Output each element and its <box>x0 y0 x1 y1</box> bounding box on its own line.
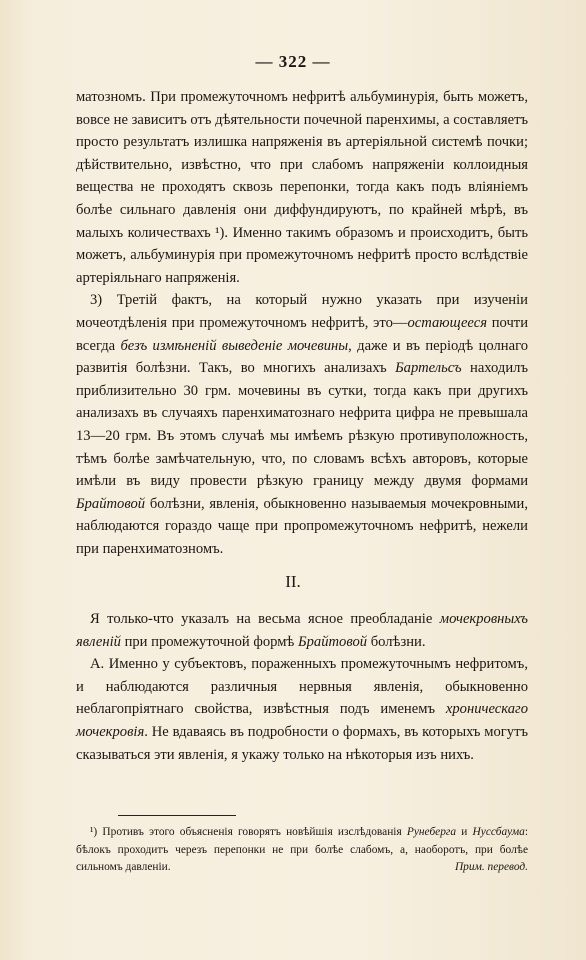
text-run: 3) Третій фактъ, на который нужно указать при изученіи мочеотдѣленія при промежуточномъ нефритѣ, это— <box>76 292 528 331</box>
text-run: болѣзни, явленія, обыкновенно называемыя мочекровными, наблюдаются гораздо чаще при пропромежуточномъ нефритѣ, нежели при паренхиматозномъ. <box>76 495 528 557</box>
italic-run: безъ измѣненій выведеніе <box>120 337 283 354</box>
italic-run: остающееся <box>407 314 487 331</box>
section-heading: II. <box>285 572 301 591</box>
body-text-section <box>76 608 528 766</box>
footnote-divider <box>118 815 236 816</box>
text-run: и <box>456 826 473 838</box>
italic-run: Нуссбаума <box>472 826 525 838</box>
footnote <box>76 824 528 877</box>
text-run: Я только-что указалъ на весьма ясное преобладаніе <box>90 611 440 627</box>
italic-run: Рунеберга <box>406 826 457 838</box>
text-run: болѣзни. <box>367 633 426 650</box>
paragraph-continuation: матозномъ. При промежуточномъ нефритѣ альбуминурія, быть можетъ, вовсе не зависитъ отъ дѣятельности почечной паренхимы, а составляетъ просто результатъ излишка напряженія въ артеріяльной системѣ почки; дѣйствительно, извѣстно, что при слабомъ напряженіи коллоидныя вещества не проходятъ сквозь перепонки, тогда какъ подъ вліяніемъ болѣе сильнаго давленія они диффундируютъ, по крайней мѣрѣ, въ малыхъ количествахъ ¹). Именно такимъ образомъ и происходитъ, быть можетъ, альбуминурія при промежуточномъ нефритѣ просто вслѣдствіе артеріяльнаго напряженія. <box>76 89 528 286</box>
text-run: , даже и въ періодѣ цолнаго развитія болѣзни. Такъ, во многихъ анализахъ <box>76 337 528 377</box>
paragraph-section-1 <box>76 608 528 653</box>
italic-run: мочекровныхъ явленій <box>76 611 528 650</box>
text-run: ¹) Противъ этого объясненія говорятъ новѣйшія изслѣдованія <box>90 826 407 838</box>
page-number: — 322 — <box>255 52 331 71</box>
italic-run: мочевины <box>287 337 349 354</box>
italic-run: хроническаго мочекровія <box>76 701 528 740</box>
text-run: почти всегда <box>76 314 528 354</box>
italic-run: Брайтовой <box>298 633 368 650</box>
text-run: находилъ приблизительно 30 грм. мочевины въ сутки, тогда какъ при другихъ анализахъ въ случаяхъ паренхиматознаго нефрита цифра не превышала 13—20 грм. Въ этомъ случаѣ мы имѣемъ рѣзкую противуположность, тѣмъ болѣе замѣчательную, что, по словамъ всѣхъ авторовъ, которые имѣли въ виду провести рѣзкую границу между двумя формами <box>76 360 528 490</box>
text-run: при промежуточной формѣ <box>120 633 298 650</box>
italic-run: Брайтовой <box>76 495 146 512</box>
body-text-top <box>76 86 528 560</box>
text-run: А. Именно у субъектовъ, пораженныхъ промежуточнымъ нефритомъ, и наблюдаются различныя нервныя явленія, обыкновенно неблагопріятнаго свойства, извѣстныя подъ именемъ <box>76 656 528 718</box>
text-run: : бѣлокъ проходитъ черезъ перепонки не при болѣе слабомъ, а, наоборотъ, при болѣе сильномъ давленіи. <box>76 826 528 874</box>
footnote-signature: Прим. перевод. <box>454 861 528 874</box>
paragraph-section-2 <box>76 653 528 766</box>
footnote-text <box>76 824 528 877</box>
text-run: . Не вдаваясь въ подробности о формахъ, въ которыхъ могутъ сказываться эти явленія, я укажу только на нѣкоторыя изъ нихъ. <box>76 723 528 763</box>
italic-run: Бартельсъ <box>395 360 462 377</box>
paragraph-point-3 <box>76 289 528 560</box>
